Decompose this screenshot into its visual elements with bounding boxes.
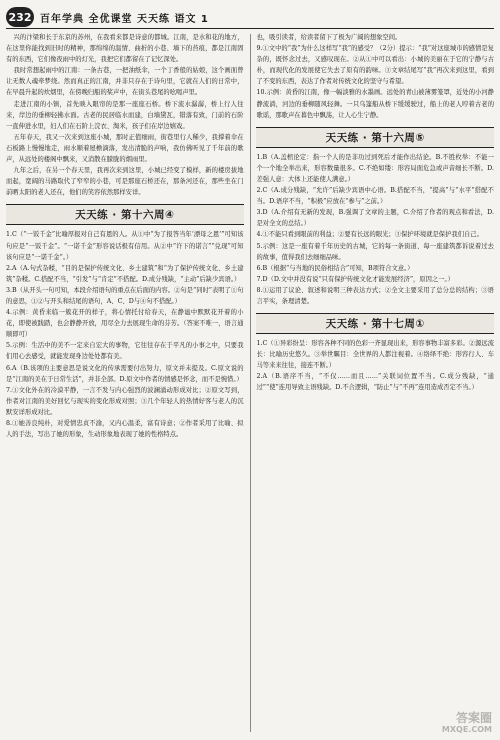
- section-heading: 天天练 · 第十六周⑤: [256, 127, 494, 148]
- answer-item: 2.A（B.语序不当，“不仅……而且……”关联词位置不当。C.成分残缺，“通过”“使”连用导致主语残缺。D.不合逻辑，“防止”与“不再”连用造成否定不当。）: [256, 373, 494, 392]
- answer-item: 2.C（A.成分残缺，“允许”后缺少宾语中心语。B.搭配不当，“提高”与“水平”搭配不当。D.语序不当，“积极”应放在“参与”之前。）: [256, 187, 494, 206]
- page-body: [6, 32, 494, 732]
- section-heading: 天天练 · 第十六周④: [6, 204, 244, 225]
- passage-paragraph: 九年之后，在另一个春天里，我再次来到这里，小城已经变了模样，新的楼房拔地而起，宽阔的马路取代了窄窄的小巷，可是那座石桥还在，那条河还在，那些坐在门前晒太阳的老人还在，他们的笑容依然那样安详。: [6, 167, 244, 197]
- answer-item: 5.示例：生活中的美不一定来自宏大的事物，它往往存在于平凡的小事之中，只要我们用心去感受，就能发现身边处处都有美。: [6, 342, 244, 361]
- answer-item: 9.①文中的“我”为什么这样写“我”的感受？（2分）提示：“我”对这座城市的感情是复杂的，既怀念过去，又感叹现在。②从①中可以看出：小城的美丽在于它的宁静与古朴，而现代化的发展使它失去了原有的韵味。③文章结尾写“我”再次来到这里，看到了不变的东西，表达了作者对传统文化的坚守与希望。: [256, 45, 494, 86]
- left-column: [6, 32, 244, 732]
- answer-item: 1.C（①异彩纷呈：形容各种不同的色彩一齐显现出来，形容事物丰富多彩。②源远流长：比喻历史悠久。③举世瞩目：全世界的人都注视着。④络绎不绝：形容行人、车马等来来往往，接连不断。）: [256, 340, 494, 370]
- answer-item: 1.C（“一饭千金”比喻厚报对自己有恩的人。从①中“为了报答当年‘漂母之恩’”可知该句应是“一饭千金”。“一诺千金”形容说话极有信用。从②中“许下的诺言”“兑现”可知该句应是“一诺千金”。）: [6, 231, 244, 261]
- section-heading: 天天练 · 第十七周①: [256, 313, 494, 334]
- page-header: [6, 6, 494, 29]
- answer-item: 7.D（D.文中并没有说“只有保护传统文化才能发展经济”，原因之一。）: [256, 275, 454, 283]
- answer-item: 8.①运用了议论、叙述和说明三种表达方式；②全文主要采用了总分总的结构；③语言平实，条理清楚。: [256, 286, 494, 305]
- answer-item: 4.示例：黄昏来临一簇花开的样子，将心情托付给春天，在静谧中默默花开着的小花，即使被践踏，也会静静开放，用尽全力去展现生命的芬芳。（答案不唯一，语言通顺即可）: [6, 309, 244, 339]
- book-title: 百年学典 全优课堂 天天练 语文 1: [40, 13, 209, 25]
- answer-item: 8.①她善良纯朴，对爱情忠贞不渝，又内心温柔，富有诗意；②作者采用了比喻、拟人的手法，写出了她的形象，生动形象地表现了她的性格特点。: [6, 420, 244, 439]
- passage-paragraph: 走进江南的小镇，首先映入眼帘的是那一座座石桥。桥下流水潺潺，桥上行人往来，岸边的垂柳轻拂水面。古老的民居临水而建，白墙黛瓦，错落有致，门前的石阶一直伸进水里，妇人们在石阶上浣衣、淘米，孩子们在岸边嬉戏。: [6, 100, 244, 130]
- page-number-badge: 232: [6, 7, 34, 27]
- answer-item: 6.B（根据“与当地的民俗相结合”可知，B项符合文意。）: [256, 264, 414, 272]
- answer-item: 也，吸引读者，给读者留下了极为广阔的想象空间。: [256, 34, 402, 41]
- column-divider: [250, 34, 251, 732]
- answer-item: 10.示例：黄昏的江南，像一幅淡雅的水墨画。远处的青山被薄雾笼罩，近处的小河静静流淌，河边的垂柳随风轻舞。一只乌篷船从桥下缓缓驶过，船上的老人哼着古老的歌谣，那歌声在暮色中飘荡，让人心生宁静。: [256, 89, 494, 119]
- answer-item: 2.A（A.句式杂糅，“目的是保护传统文化、乡土建筑”和“为了保护传统文化、乡土建筑”杂糅。C.搭配不当，“引发”与“肯定”不搭配。D.成分残缺，“主动”后缺少宾语。）: [6, 264, 244, 283]
- answer-item: 4.①不能只看到眼前的利益；②要有长远的眼光；③保护环境就是保护我们自己。: [256, 231, 483, 239]
- passage-paragraph: 我时常想起雨中的江南：一条古巷，一把油纸伞，一个丁香般的姑娘，这个画面曾让无数人魂牵梦绕。然而真正的江南，并非只存在于诗句里，它就在人们的日常中，在早晨升起的炊烟里，在傍晚归船的桨声中，在街头巷尾的吆喝声里。: [6, 67, 244, 97]
- passage-paragraph: 兴的汴梁和长于东京的苏州，在我看来都是诗意的都城。江南，是水和花的地方，在这里你能找到旧时的精神，那绵绵的温情、曲折的小巷、墙下的苔痕，都是江南固有的东西，它们像夜雨中的灯光，我把它们都留在了记忆深处。: [6, 34, 244, 64]
- site-watermark: [442, 712, 492, 736]
- answer-item: 6.A（B.该项的主要意思是说文化的传承需要付出努力，原文并未提及。C.原文说的是“江南的美在于日常生活”，并非全部。D.原文中作者的情感是怀念，而不是惋惜。）: [6, 364, 244, 383]
- answer-item: 1.B（A.盖棺论定：指一个人的是非功过到死后才能作出结论。B.不胜枚举：不能一个一个地全举出来，形容数量很多。C.不绝如缕：形容局面危急或声音细长不断。D.差强人意：大体上还能使人满意。）: [256, 153, 494, 183]
- watermark-url: MXQE.COM: [441, 725, 492, 734]
- answer-item: 7.①文化外在的冷漠平静，一言不发与内心强烈的波澜涌动形成对比；②原文写到，作者对江南的美好回忆与现实的变化形成对照；③几个年轻人的热情好客与老人的沉默安详形成对比。: [6, 386, 244, 416]
- passage-paragraph: 五年春天，我又一次来到这座小城，那时正值细雨，街巷里行人稀少，我撑着伞在石板路上慢慢地走，雨水顺着屋檐滴落，发出清脆的声响，我仿佛听见了千年前的歌声，从远处的楼阁中飘来，又消散在朦胧的烟雨里。: [6, 133, 244, 164]
- answer-item: 3.D（A.介绍有无新的发现，B.强调了文章的主题，C.介绍了作者的观点和看法，D.是对全文的总结。）: [256, 209, 494, 228]
- watermark-text: 答案圈: [455, 711, 492, 725]
- answer-item: 5.示例：这是一座有着千年历史的古城，它的每一条街道、每一座建筑都诉说着过去的故事，值得我们去细细品味。: [256, 242, 494, 261]
- right-column: [256, 32, 494, 732]
- answer-item: 3.B（从开头一句可知，本段介绍语句的重点在后面的内容。②句是“同时”表明了①句的意思，①②与开头和结尾的语句，A、C、D与④句不搭配。）: [6, 286, 244, 305]
